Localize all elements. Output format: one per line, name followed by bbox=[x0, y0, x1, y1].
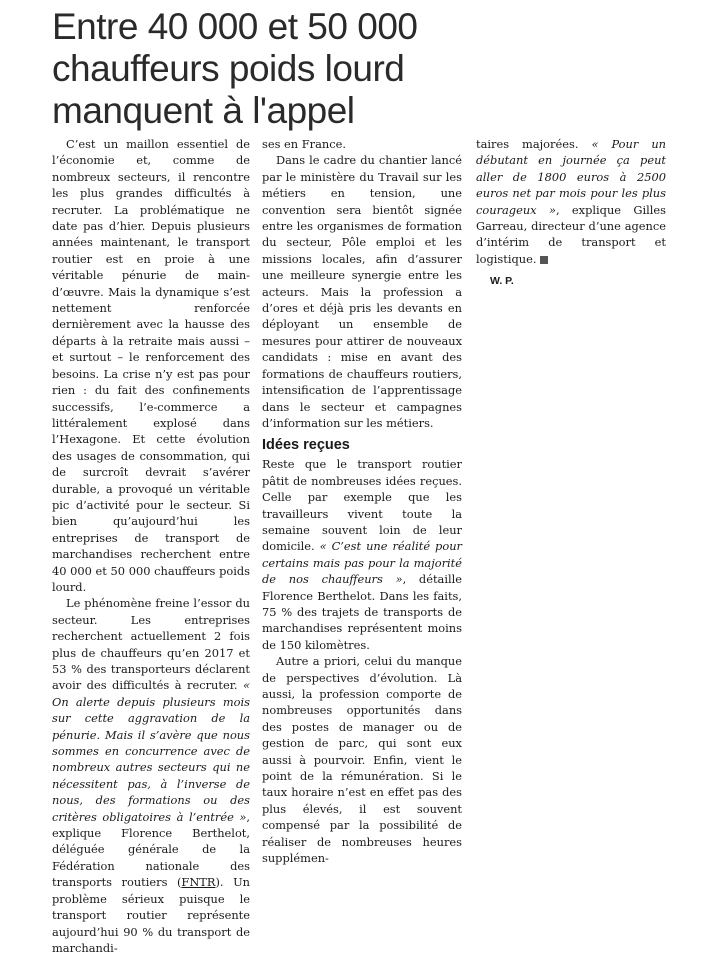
article-headline bbox=[52, 6, 692, 132]
quote-chauffeurs: « C’est une réalité pour certains mais pas pour la majorité de nos chauffeurs » bbox=[262, 539, 462, 587]
paragraph-perspectives: Autre a priori, celui du manque de perspectives d’évolution. Là aussi, la profession comporte de nombreuses opportunités dans des postes de manager ou de gestion de parc, qui sont eux aussi à pourvoir. Enfin, vient le point de la rémunération. Si le taux horaire n’est en effet pas des plus élevés, il est souvent compensé par la possibilité de réaliser de nombreuses heures supplémen- bbox=[262, 654, 462, 866]
column-2 bbox=[262, 136, 462, 866]
column-1 bbox=[52, 136, 250, 956]
headline-line-1: Entre 40 000 et 50 000 bbox=[52, 6, 418, 47]
paragraph-phenomene bbox=[52, 595, 250, 956]
paragraph-chantier: Dans le cadre du chantier lancé par le ministère du Travail sur les métiers en tension, une convention sera bientôt signée entre les organismes de formation du secteur, Pôle emploi et les missions locales, afin d’assurer une meilleure synergie entre les acteurs. Mais la profession a d’ores et déjà pris les devants en déployant un ensemble de mesures pour attirer de nouveaux candidats : mise en avant des formations de chauffeurs routiers, intensification de l’apprentissage dans le secteur et campagnes d’information sur les métiers. bbox=[262, 153, 462, 430]
text-run: ). Un problème sérieux puisque le transport routier représente aujourd’hui 90 % du transport de marchandi- bbox=[52, 875, 251, 955]
paragraph-conclusion bbox=[476, 136, 666, 267]
headline-line-3: manquent à l'appel bbox=[52, 90, 355, 131]
quote-garreau: « Pour un débutant en journée ça peut aller de 1800 euros à 2500 euros net par mois pour les plus courageux » bbox=[476, 137, 666, 217]
text-run: , explique Gilles Garreau, directeur d’une agence d’intérim de transport et logistique. bbox=[476, 202, 666, 266]
author-byline: W. P. bbox=[490, 275, 514, 288]
text-run: , détaille Florence Berthelot. Dans les faits, 75 % des trajets de transports de marchandises représentent moins de 150 kilomètres. bbox=[262, 572, 462, 652]
fntr-abbreviation: FNTR bbox=[181, 875, 216, 890]
paragraph-intro: C’est un maillon essentiel de l’économie et, comme de nombreux secteurs, il rencontre les plus grandes difficultés à recruter. La problématique ne date pas d’hier. Depuis plusieurs années maintenant, le transport routier est en proie à une véritable pénurie de main-d’œuvre. Mais la dynamique s’est nettement renforcée dernièrement avec la hausse des départs à la retraite mais aussi – et surtout – le renforcement des besoins. La crise n’y est pas pour rien : du fait des confinements successifs, l’e-commerce a littéralement explosé dans l’Hexagone. Et cette évolution des usages de consommation, qui de surcroît devrait s’avérer durable, a provoqué un véritable pic d’activité pour le secteur. Si bien qu’aujourd’hui les entreprises de transport de marchandises recherchent entre 40 000 et 50 000 chauffeurs poids lourd. bbox=[52, 137, 250, 594]
headline-line-2: chauffeurs poids lourd bbox=[52, 48, 405, 89]
column-3 bbox=[476, 136, 666, 290]
paragraph-continuation: ses en France. bbox=[262, 137, 346, 151]
paragraph-idees-recues bbox=[262, 456, 462, 653]
text-run: Reste que le transport routier pâtit de nombreuses idées reçues. Celle par exemple que les travailleurs vivent toute la semaine souvent loin de leur domicile. bbox=[262, 457, 462, 554]
text-run: , explique Florence Berthelot, déléguée générale de la Fédération nationale des transports routiers ( bbox=[52, 809, 250, 890]
text-run: Le phénomène freine l’essor du secteur. Les entreprises recherchent actuellement 2 fois plus de chauffeurs qu’en 2017 et 53 % des transporteurs déclarent avoir des difficultés à recruter. bbox=[52, 596, 250, 693]
quote-berthelot: « On alerte depuis plusieurs mois sur cette aggravation de la pénurie. Mais il s’avère que nous sommes en concurrence avec de nombreux autres secteurs qui ne nécessitent pas, à l’inverse de nous, des formations ou des critères obligatoires à l’entrée » bbox=[52, 678, 250, 824]
end-mark-icon bbox=[540, 256, 548, 264]
subheading-idees-recues: Idées reçues bbox=[262, 437, 350, 454]
text-run: taires majorées. bbox=[476, 137, 592, 151]
